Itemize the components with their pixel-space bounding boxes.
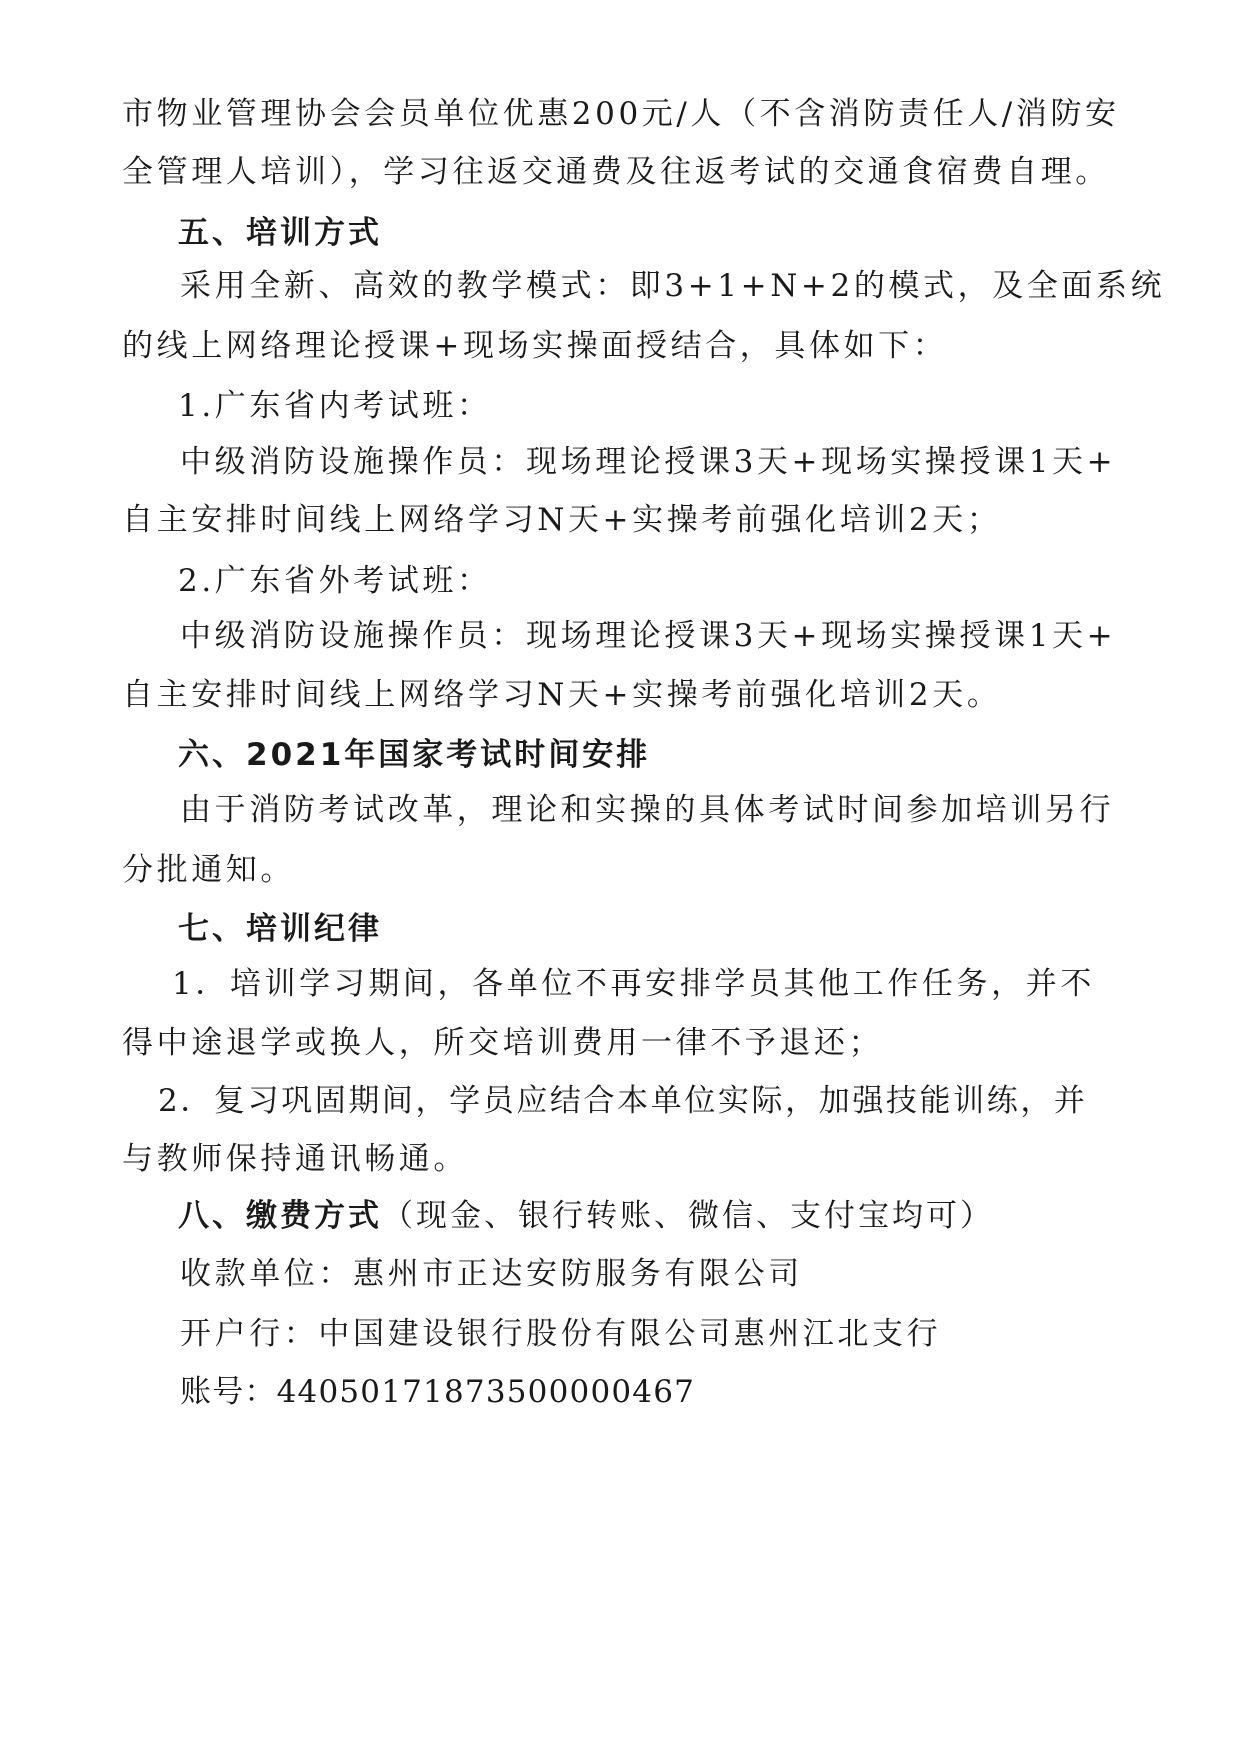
in-province-class-line-2: 自主安排时间线上网络学习N天+实操考前强化培训2天； xyxy=(122,502,1002,538)
discipline-item-2-line-1: 2．复习巩固期间，学员应结合本单位实际，加强技能训练，并 xyxy=(158,1083,1088,1119)
exam-schedule-line-2: 分批通知。 xyxy=(122,852,295,888)
training-method-line-1: 采用全新、高效的教学模式：即3+1+N+2的模式，及全面系统 xyxy=(180,268,1166,304)
exam-schedule-line-1: 由于消防考试改革，理论和实操的具体考试时间参加培训另行 xyxy=(180,792,1115,828)
payee-name: 收款单位：惠州市正达安防服务有限公司 xyxy=(180,1256,803,1292)
section-heading-discipline: 七、培训纪律 xyxy=(178,911,382,947)
fee-paragraph-line-2: 全管理人培训），学习往返交通费及往返考试的交通食宿费自理。 xyxy=(122,154,1110,190)
discipline-item-1-line-2: 得中途退学或换人，所交培训费用一律不予退还； xyxy=(122,1025,884,1061)
discipline-item-2-line-2: 与教师保持通讯畅通。 xyxy=(122,1141,468,1177)
fee-paragraph-line-1: 市物业管理协会会员单位优惠200元/人（不含消防责任人/消防安 xyxy=(122,96,1120,132)
in-province-class-title: 1.广东省内考试班： xyxy=(178,388,492,424)
payment-heading-title: 八、缴费方式 xyxy=(178,1198,382,1234)
bank-name: 开户行：中国建设银行股份有限公司惠州江北支行 xyxy=(180,1316,942,1352)
account-number: 账号：44050171873500000467 xyxy=(180,1374,696,1410)
discipline-item-1-line-1: 1．培训学习期间，各单位不再安排学员其他工作任务，并不 xyxy=(172,966,1095,1002)
out-province-class-line-1: 中级消防设施操作员：现场理论授课3天+现场实操授课1天+ xyxy=(180,618,1117,654)
in-province-class-line-1: 中级消防设施操作员：现场理论授课3天+现场实操授课1天+ xyxy=(180,444,1117,480)
training-method-line-2: 的线上网络理论授课+现场实操面授结合，具体如下： xyxy=(122,328,948,364)
section-heading-exam-schedule: 六、2021年国家考试时间安排 xyxy=(178,737,651,773)
out-province-class-title: 2.广东省外考试班： xyxy=(178,563,492,599)
section-heading-training-method: 五、培训方式 xyxy=(178,215,382,251)
out-province-class-line-2: 自主安排时间线上网络学习N天+实操考前强化培训2天。 xyxy=(122,677,1002,713)
section-heading-payment xyxy=(178,1196,994,1236)
payment-methods-note: （现金、银行转账、微信、支付宝均可） xyxy=(382,1198,994,1234)
